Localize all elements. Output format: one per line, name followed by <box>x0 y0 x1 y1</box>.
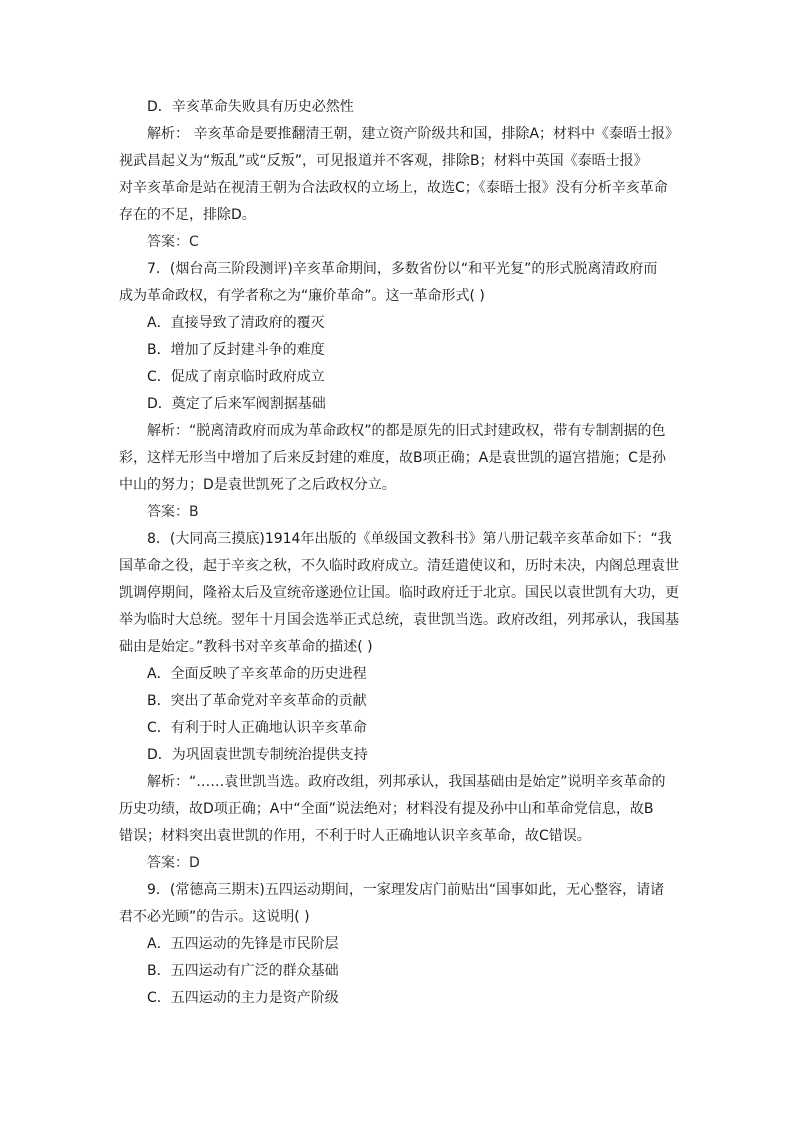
option-a-q8: A．全面反映了辛亥革命的历史进程 <box>147 666 367 682</box>
analysis-q7-line-3: 中山的努力；D是袁世凯死了之后政权分立。 <box>119 477 396 493</box>
analysis-q7-line-2: 彩，这样无形当中增加了后来反封建的难度，故B项正确；A是袁世凯的逼宫措施；C是孙 <box>119 450 666 466</box>
option-b-q9: B．五四运动有广泛的群众基础 <box>147 963 339 979</box>
option-d-q8: D．为巩固袁世凯专制统治提供支持 <box>147 747 368 763</box>
option-a-q9: A．五四运动的先锋是市民阶层 <box>147 936 339 952</box>
question-9-line-1: 9．(常德高三期末)五四运动期间，一家理发店门前贴出“国事如此，无心整容，请诸 <box>147 882 665 898</box>
option-b-q7: B．增加了反封建斗争的难度 <box>147 342 325 358</box>
question-8-line-4: 举为临时大总统。翌年十月国会选举正式总统，袁世凯当选。政府改组，列邦承认，我国基 <box>119 612 679 628</box>
answer-q6: 答案：C <box>147 234 199 250</box>
question-7-line-2: 成为革命政权，有学者称之为“廉价革命”。这一革命形式( ) <box>119 288 485 304</box>
option-d-q6: D．辛亥革命失败具有历史必然性 <box>147 99 354 115</box>
analysis-q6-line-2: 视武昌起义为“叛乱”或“反叛”，可见报道并不客观，排除B；材料中英国《泰晤士报》 <box>119 153 648 169</box>
option-b-q8: B．突出了革命党对辛亥革命的贡献 <box>147 693 367 709</box>
option-c-q7: C．促成了南京临时政府成立 <box>147 369 325 385</box>
question-9-line-2: 君不必光顾”的告示。这说明( ) <box>119 909 310 925</box>
question-8-line-2: 国革命之役，起于辛亥之秋，不久临时政府成立。清廷遣使议和，历时未决，内阁总理袁世 <box>119 558 679 574</box>
question-7-line-1: 7．(烟台高三阶段测评)辛亥革命期间，多数省份以“和平光复”的形式脱离清政府而 <box>147 261 658 277</box>
question-8-line-5: 础由是始定。”教科书对辛亥革命的描述( ) <box>119 639 373 655</box>
analysis-q6-line-3: 对辛亥革命是站在视清王朝为合法政权的立场上，故选C；《泰晤士报》没有分析辛亥革命 <box>119 180 668 196</box>
answer-q7: 答案：B <box>147 504 199 520</box>
analysis-q8-line-3: 错误；材料突出袁世凯的作用，不利于时人正确地认识辛亥革命，故C错误。 <box>119 828 591 844</box>
analysis-q6-line-1: 解析： 辛亥革命是要推翻清王朝，建立资产阶级共和国，排除A；材料中《泰晤士报》 <box>147 126 680 142</box>
option-a-q7: A．直接导致了清政府的覆灭 <box>147 315 325 331</box>
analysis-q7-line-1: 解析：“脱离清政府而成为革命政权”的都是原先的旧式封建政权，带有专制割据的色 <box>147 423 666 439</box>
option-c-q8: C．有利于时人正确地认识辛亥革命 <box>147 720 367 736</box>
question-8-line-3: 凯调停期间，隆裕太后及宣统帝遂逊位让国。临时政府迁于北京。国民以袁世凯有大功，更 <box>119 585 679 601</box>
option-c-q9: C．五四运动的主力是资产阶级 <box>147 990 339 1006</box>
analysis-q8-line-2: 历史功绩，故D项正确；A中“全面”说法绝对；材料没有提及孙中山和革命党信息，故B <box>119 801 654 817</box>
option-d-q7: D．奠定了后来军阀割据基础 <box>147 396 326 412</box>
answer-q8: 答案：D <box>147 855 200 871</box>
question-8-line-1: 8．(大同高三摸底)1914年出版的《单级国文教科书》第八册记载辛亥革命如下：“我 <box>147 531 672 547</box>
analysis-q6-line-4: 存在的不足，排除D。 <box>119 207 256 223</box>
analysis-q8-line-1: 解析：“……袁世凯当选。政府改组，列邦承认，我国基础由是始定”说明辛亥革命的 <box>147 774 666 790</box>
